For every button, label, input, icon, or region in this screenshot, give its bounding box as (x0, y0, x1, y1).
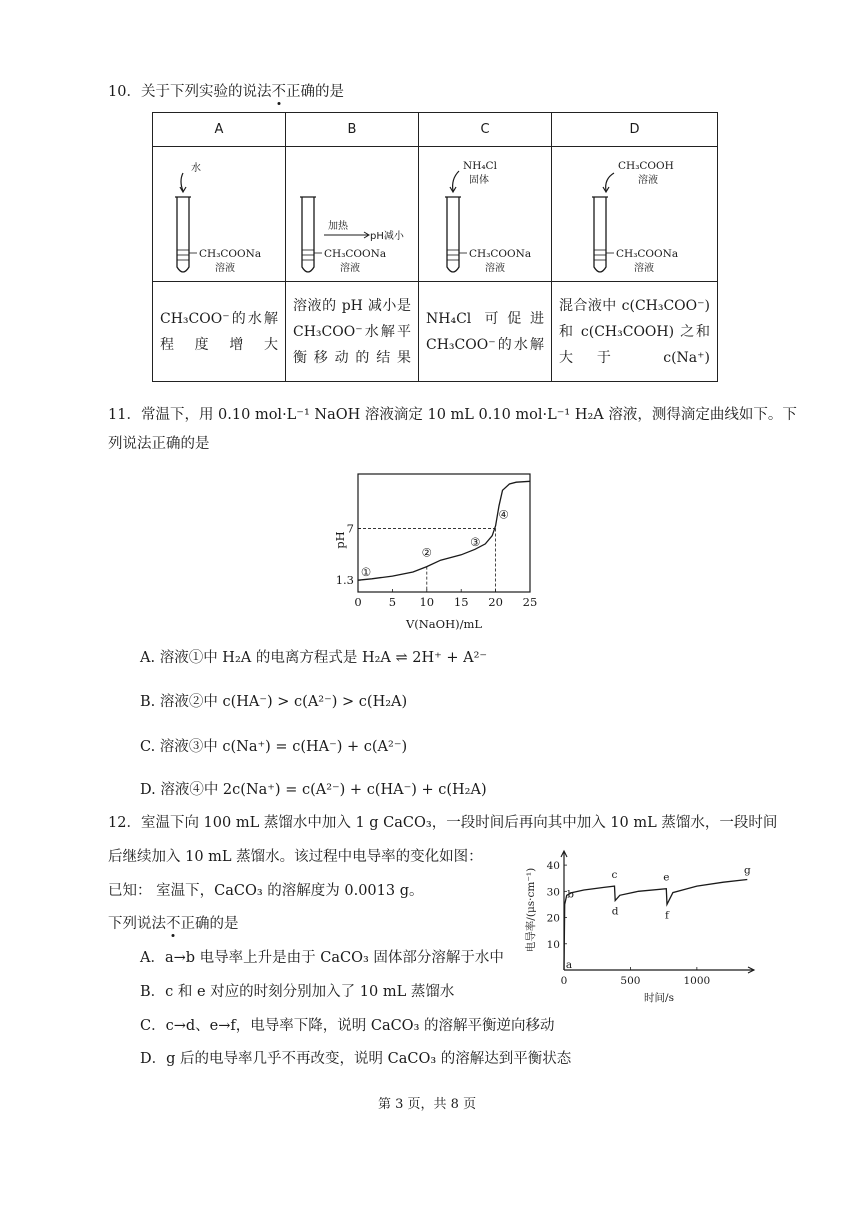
q12-ask: 下列说法不正确的是 (108, 916, 239, 932)
conductivity-point-label: g (743, 864, 751, 877)
titration-ytick-label: 1.3 (335, 573, 354, 588)
text-b: 溶液的 pH 减小是 CH₃COO⁻水解平衡移动的结果 (286, 282, 419, 382)
page-footer: 第 3 页，共 8 页 (378, 1097, 477, 1112)
conductivity-ytick-label: 40 (546, 860, 560, 873)
titration-xtick-label: 5 (388, 595, 397, 609)
figure-d (552, 147, 718, 282)
q12-option-d[interactable]: D．g 后的电导率几乎不再改变，说明 CaCO₃ 的溶解达到平衡状态 (140, 1051, 572, 1067)
titration-point-label: ③ (470, 534, 481, 549)
svg-text:溶液: 溶液 (215, 263, 235, 274)
q11-option-c[interactable]: C. 溶液③中 c(Na⁺) = c(HA⁻) + c(A²⁻) (140, 739, 408, 755)
titration-frame (358, 474, 530, 592)
titration-xtick-label: 0 (354, 595, 362, 609)
titration-point-label: ④ (498, 507, 509, 522)
svg-text:NH₄Cl: NH₄Cl (463, 160, 497, 172)
header-c: C (419, 113, 552, 147)
q12-stem-line2: 后继续加入 10 mL 蒸馏水。该过程中电导率的变化如图： (108, 849, 483, 865)
svg-text:溶液: 溶液 (340, 263, 360, 274)
q10-experiment-table (152, 112, 718, 382)
text-a: CH₃COO⁻的水解程度增大 (153, 282, 286, 382)
titration-xtick-label: 15 (453, 595, 469, 609)
svg-text:溶液: 溶液 (634, 263, 654, 274)
conductivity-xtick-label: 0 (560, 975, 568, 987)
header-d: D (552, 113, 718, 147)
q12-known: 已知： 室温下，CaCO₃ 的溶解度为 0.0013 g。 (108, 883, 424, 899)
q12-stem-line1: 12．室温下向 100 mL 蒸馏水中加入 1 g CaCO₃，一段时间后再向其中加入 10 mL 蒸馏水，一段时间 (108, 815, 778, 831)
figure-a (153, 147, 286, 282)
text-c: NH₄Cl 可促进 CH₃COO⁻的水解 (419, 282, 552, 382)
q11-stem-line1: 11．常温下，用 0.10 mol·L⁻¹ NaOH 溶液滴定 10 mL 0.10 mol·L⁻¹ H₂A 溶液，测得滴定曲线如下。下 (108, 407, 797, 423)
svg-text:溶液: 溶液 (638, 175, 658, 186)
conductivity-ytick-label: 10 (546, 938, 560, 951)
titration-chart (330, 470, 545, 640)
conductivity-point-label: e (663, 871, 670, 884)
test-tube-a (153, 147, 285, 281)
svg-text:加热: 加热 (328, 221, 348, 232)
test-tube-d (552, 147, 717, 281)
titration-point-label: ② (421, 545, 432, 560)
svg-text:CH₃COONa: CH₃COONa (324, 248, 387, 260)
conductivity-point-label: d (611, 905, 619, 918)
titration-curve (358, 481, 530, 580)
svg-text:CH₃COONa: CH₃COONa (469, 248, 532, 260)
conductivity-chart (522, 848, 762, 1008)
titration-xtick-label: 20 (488, 595, 503, 609)
titration-xtick-label: 25 (522, 595, 538, 609)
conductivity-xlabel: 时间/s (644, 992, 674, 1004)
q11-option-d[interactable]: D. 溶液④中 2c(Na⁺) = c(A²⁻) + c(HA⁻) + c(H₂A) (140, 782, 487, 798)
titration-xlabel: V(NaOH)/mL (405, 617, 483, 631)
svg-text:CH₃COOH: CH₃COOH (618, 160, 674, 172)
svg-text:溶液: 溶液 (485, 263, 505, 274)
svg-text:CH₃COONa: CH₃COONa (199, 248, 262, 260)
conductivity-xtick-label: 1000 (683, 975, 711, 987)
header-b: B (286, 113, 419, 147)
header-a: A (153, 113, 286, 147)
q12-option-a[interactable]: A．a→b 电导率上升是由于 CaCO₃ 固体部分溶解于水中 (140, 950, 504, 966)
titration-point-label: ① (360, 565, 372, 580)
figure-c (419, 147, 552, 282)
q11-stem-line2: 列说法正确的是 (108, 436, 210, 452)
svg-text:水: 水 (191, 163, 201, 174)
svg-text:pH减小: pH减小 (370, 231, 404, 242)
conductivity-xtick-label: 500 (620, 975, 641, 987)
q12-option-c[interactable]: C．c→d、e→f，电导率下降，说明 CaCO₃ 的溶解平衡逆向移动 (140, 1018, 555, 1034)
conductivity-point-label: b (567, 888, 575, 901)
q11-option-a[interactable]: A. 溶液①中 H₂A 的电离方程式是 H₂A ⇌ 2H⁺ + A²⁻ (140, 650, 488, 666)
titration-ytick-label: 7 (346, 521, 354, 536)
conductivity-point-label: a (565, 959, 573, 971)
test-tube-b (286, 147, 418, 281)
titration-xtick-label: 10 (419, 595, 435, 609)
conductivity-ylabel: 电导率/(μs·cm⁻¹) (525, 867, 537, 953)
q11-option-b[interactable]: B. 溶液②中 c(HA⁻) > c(A²⁻) > c(H₂A) (140, 694, 408, 710)
conductivity-curve (564, 880, 747, 971)
q10-stem: 10．关于下列实验的说法不正确的是 (108, 84, 344, 100)
titration-ylabel: pH (333, 531, 347, 549)
conductivity-point-label: f (665, 909, 669, 922)
figure-b (286, 147, 419, 282)
conductivity-point-label: c (611, 869, 618, 882)
svg-text:固体: 固体 (469, 175, 489, 186)
svg-text:CH₃COONa: CH₃COONa (616, 248, 679, 260)
conductivity-ytick-label: 30 (546, 886, 560, 899)
test-tube-c (419, 147, 551, 281)
q12-option-b[interactable]: B．c 和 e 对应的时刻分别加入了 10 mL 蒸馏水 (140, 984, 455, 1000)
conductivity-ytick-label: 20 (546, 912, 560, 925)
text-d: 混合液中 c(CH₃COO⁻) 和 c(CH₃COOH) 之和大于 c(Na⁺) (552, 282, 718, 382)
